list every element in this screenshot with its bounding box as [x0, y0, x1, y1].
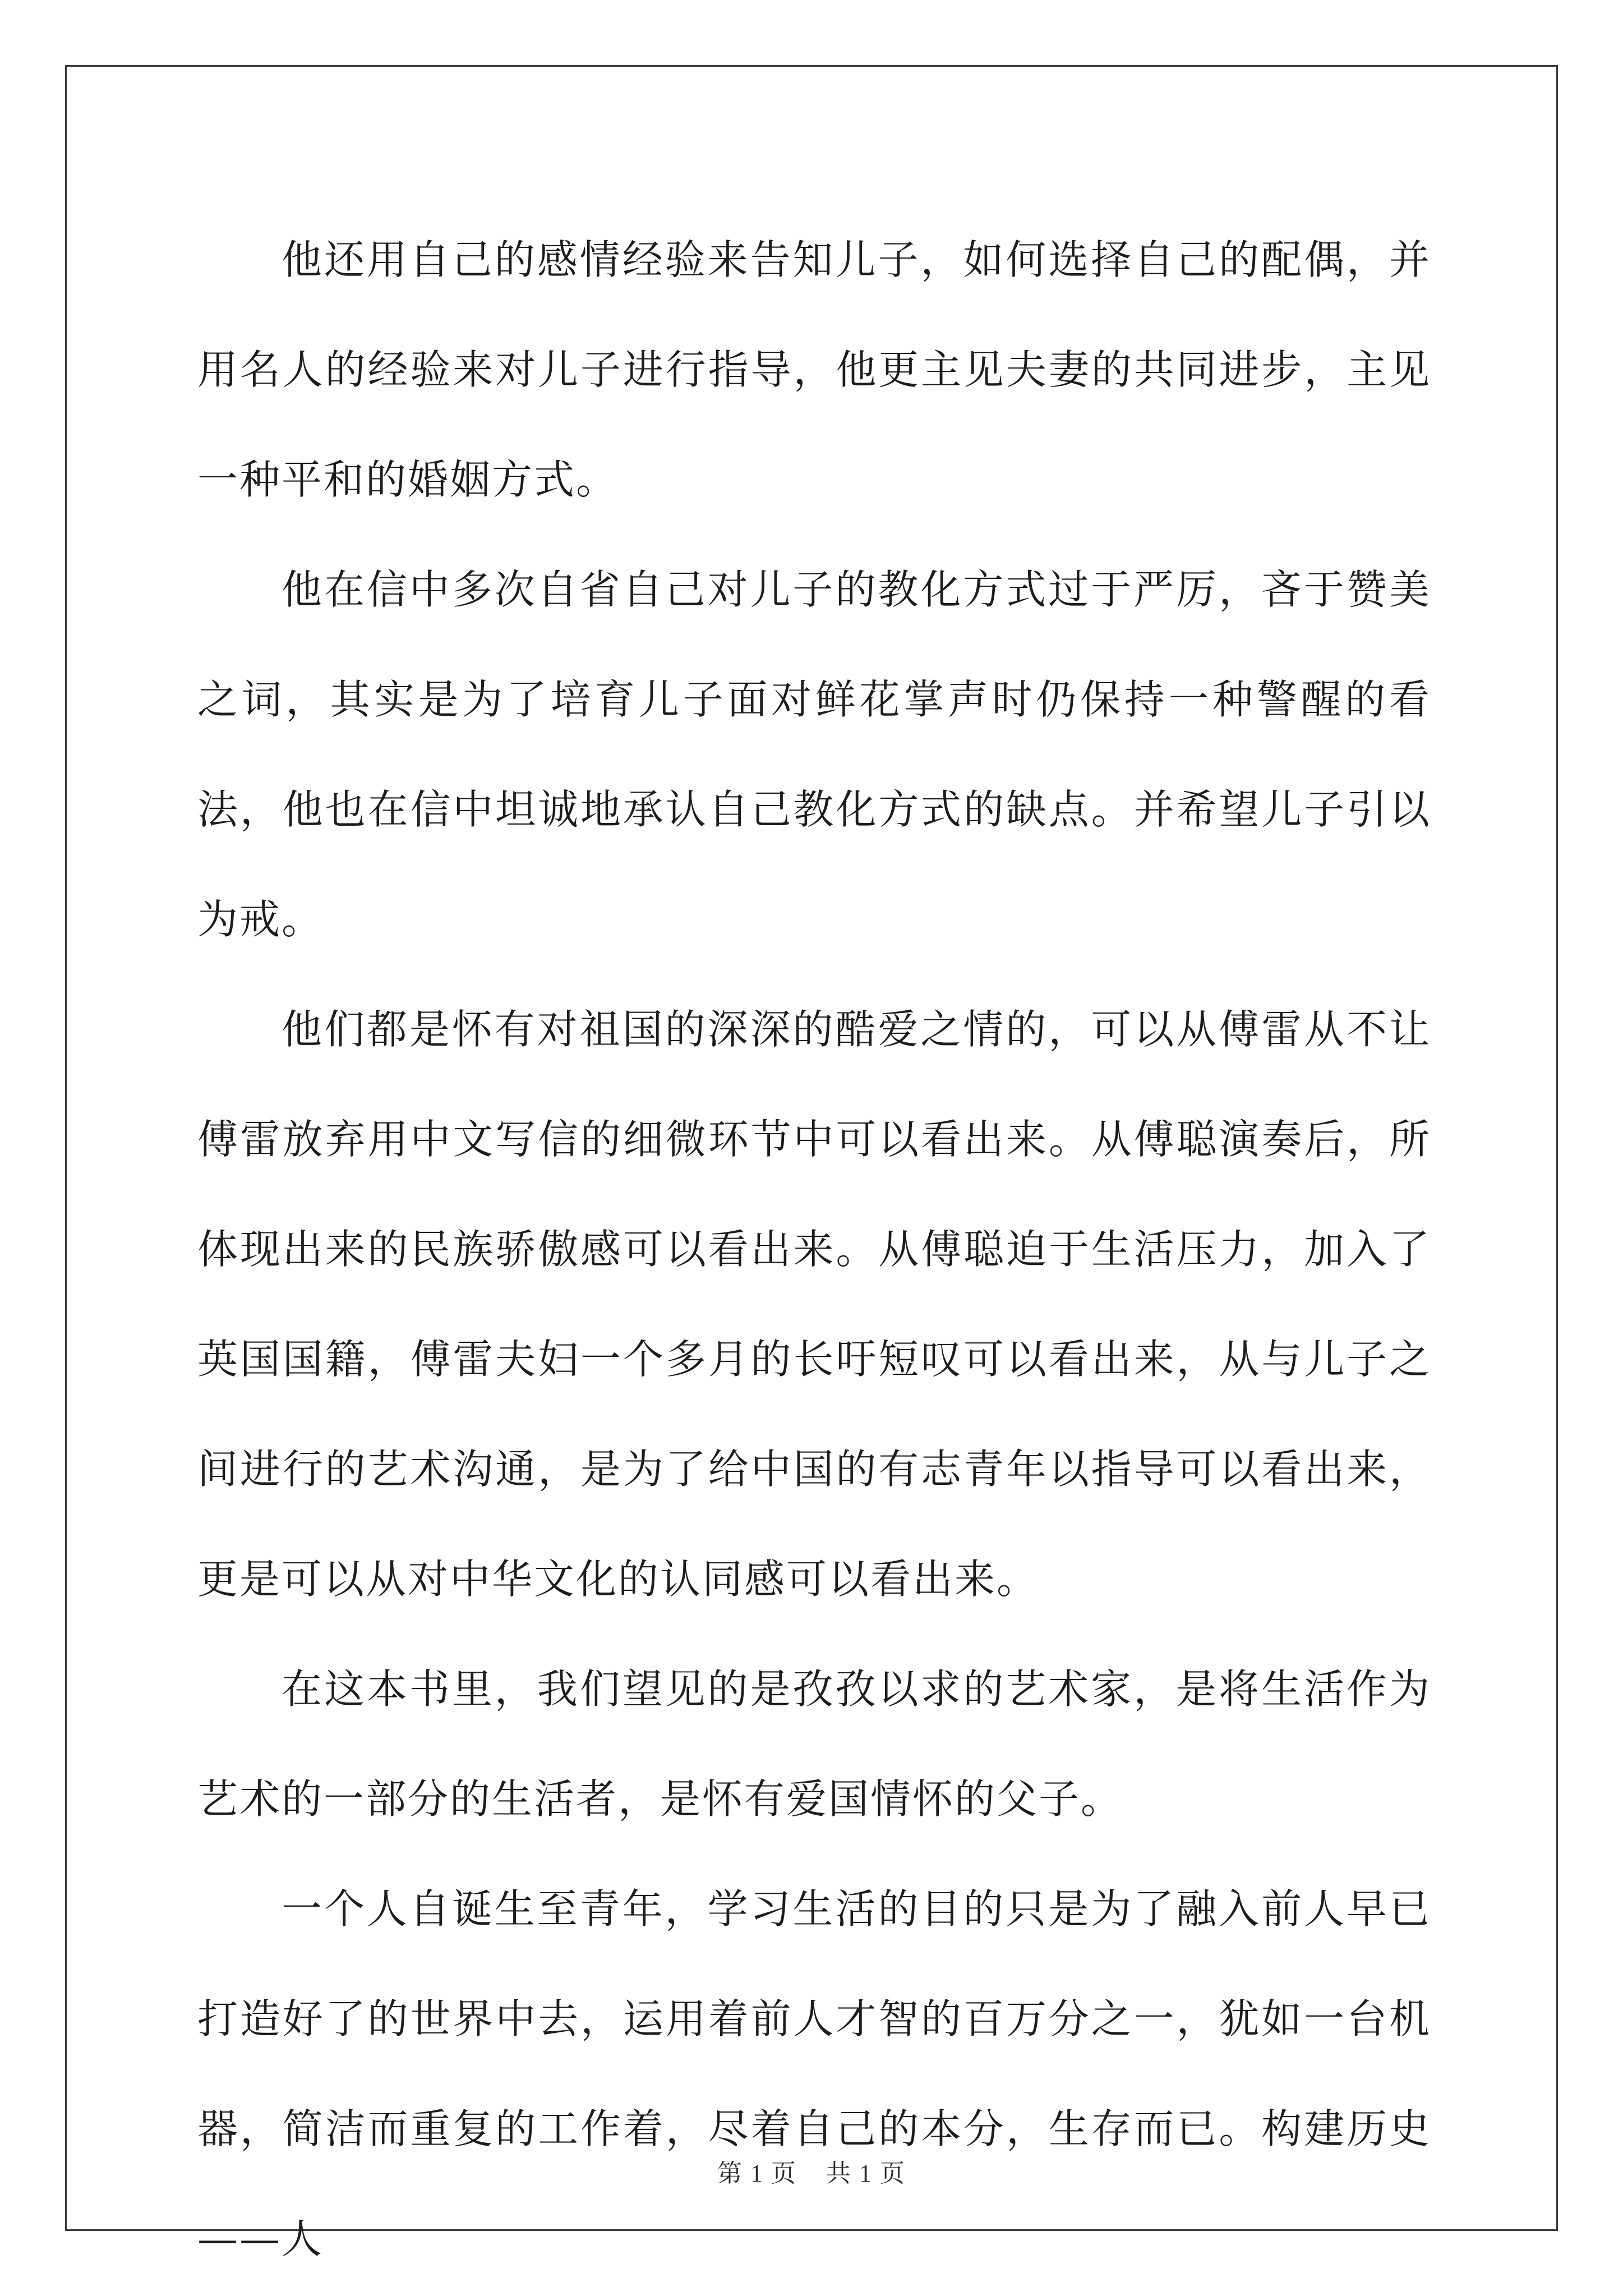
paragraph: 他们都是怀有对祖国的深深的酷爱之情的，可以从傅雷从不让傅雷放弃用中文写信的细微环节中可以看出来。从傅聪演奏后，所体现出来的民族骄傲感可以看出来。从傅聪迫于生活压力，加入了英国国籍，傅雷夫妇一个多月的长吁短叹可以看出来，从与儿子之间进行的艺术沟通，是为了给中国的有志青年以指导可以看出来，更是可以从对中华文化的认同感可以看出来。	[197, 1006, 1431, 1603]
page-number-footer: 第 1 页 共 1 页	[717, 2160, 906, 2187]
paragraph: 一个人自诞生至青年，学习生活的目的只是为了融入前人早已打造好了的世界中去，运用着前人才智的百万分之一，犹如一台机器，简洁而重复的工作着，尽着自己的本分，生存而已。构建历史——人	[197, 1885, 1431, 2262]
paragraph: 他还用自己的感情经验来告知儿子，如何选择自己的配偶，并用名人的经验来对儿子进行指导，他更主见夫妻的共同进步，主见一种平和的婚姻方式。	[197, 236, 1431, 503]
document-body	[197, 205, 1431, 2294]
paragraph: 他在信中多次自省自己对儿子的教化方式过于严厉，吝于赞美之词，其实是为了培育儿子面对鲜花掌声时仍保持一种警醒的看法，他也在信中坦诚地承认自己教化方式的缺点。并希望儿子引以为戒。	[197, 566, 1431, 943]
paragraph: 在这本书里，我们望见的是孜孜以求的艺术家，是将生活作为艺术的一部分的生活者，是怀有爱国情怀的父子。	[197, 1665, 1431, 1823]
